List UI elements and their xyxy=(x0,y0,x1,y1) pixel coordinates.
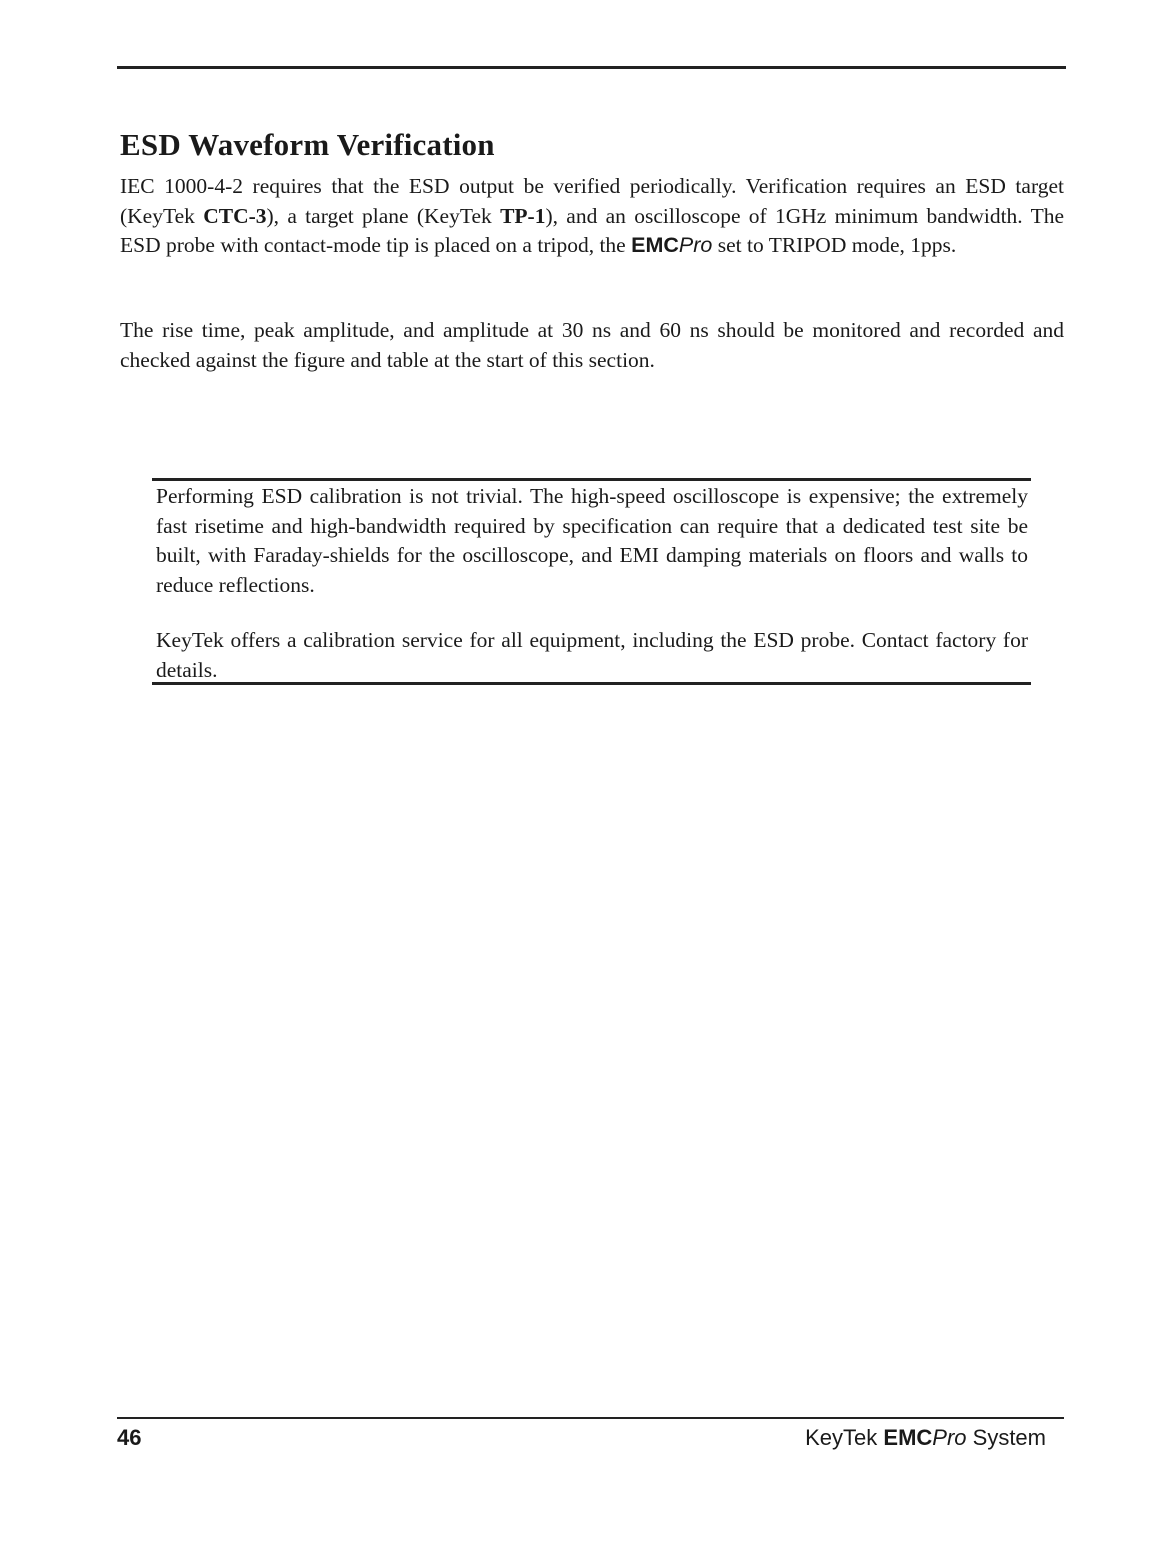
note-bottom-rule xyxy=(152,682,1031,685)
pro-brand: Pro xyxy=(678,233,713,257)
para1-text-1: IEC 1000-4-2 requires that the ESD output be verified periodically. Verification requires an ESD target (KeyTek xyxy=(120,174,1064,228)
header-rule xyxy=(117,66,1066,69)
footer-emc: EMC xyxy=(883,1425,933,1450)
footer-rule xyxy=(117,1417,1064,1419)
page-number: 46 xyxy=(117,1425,142,1450)
tp1-label: TP-1 xyxy=(500,203,546,228)
monitoring-paragraph: The rise time, peak amplitude, and amplitude at 30 ns and 60 ns should be monitored and recorded and checked against the figure and table at the start of this section. xyxy=(120,318,1064,372)
note-top-rule xyxy=(152,478,1031,481)
para1-text-2: ), a target plane (KeyTek xyxy=(266,203,501,228)
footer-suffix: System xyxy=(966,1425,1046,1450)
footer-title xyxy=(805,1425,1046,1451)
emc-brand: EMC xyxy=(631,233,679,257)
verification-paragraph xyxy=(120,172,1064,261)
section-title: ESD Waveform Verification xyxy=(120,127,495,162)
para1-text-4: set to TRIPOD mode, 1pps. xyxy=(712,233,957,257)
footer-pro: Pro xyxy=(932,1425,967,1450)
ctc3-label: CTC-3 xyxy=(203,203,267,228)
note-calibration-paragraph: Performing ESD calibration is not trivial. The high-speed oscilloscope is expensive; the extremely fast risetime and high-bandwidth required by specification can require that a dedicated test site be built, with Faraday-shields for the oscilloscope, and EMI damping materials on floors and walls to reduce reflections. xyxy=(156,484,1028,597)
footer-brand: KeyTek xyxy=(805,1425,884,1450)
note-service-paragraph: KeyTek offers a calibration service for all equipment, including the ESD probe. Contact factory for details. xyxy=(156,628,1028,682)
para1-text-3: ), and an oscilloscope of 1GHz minimum bandwidth. The ESD probe with contact-mode tip is placed on a tripod, the xyxy=(120,203,1065,257)
